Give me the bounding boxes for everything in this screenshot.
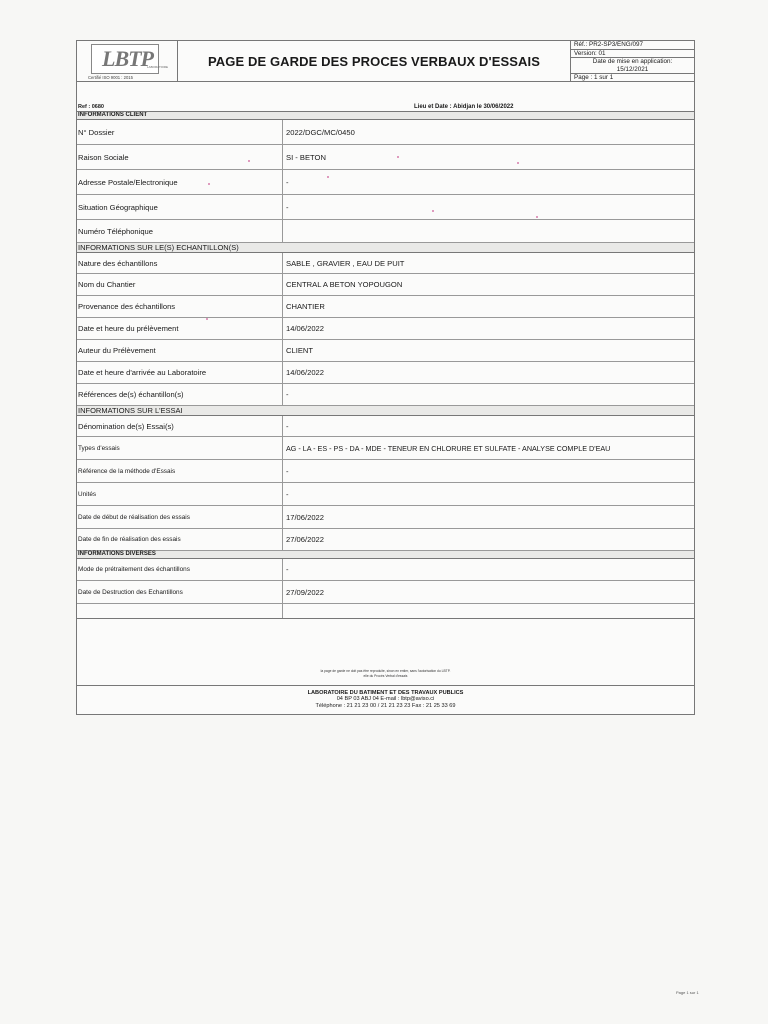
row-methode [77, 460, 694, 483]
label-debut: Date de début de réalisation des essais [77, 506, 283, 528]
laboratory-name: LABORATOIRE DU BATIMENT ET DES TRAVAUX PUBLICS [307, 690, 464, 696]
value-chantier: CENTRAL A BETON YOPOUGON [286, 280, 403, 289]
laboratory-phone: Téléphone : 21 21 23 00 / 21 21 23 23 Fax : 21 25 33 69 [315, 702, 456, 709]
section-echantillon: INFORMATIONS SUR LE(S) ECHANTILLON(S) [77, 243, 694, 253]
value-situation: - [286, 202, 289, 212]
row-destruction [77, 581, 694, 604]
label-provenance: Provenance des échantillons [77, 296, 283, 317]
reproduction-note [77, 669, 694, 678]
label-unites: Unités [77, 483, 283, 505]
row-references [77, 384, 694, 406]
row-adresse [77, 170, 694, 195]
scan-speck [248, 160, 250, 162]
document-meta [570, 41, 694, 81]
label-references: Références de(s) échantillon(s) [77, 384, 283, 405]
value-methode: - [286, 466, 289, 476]
row-prelevement [77, 318, 694, 340]
value-auteur: CLIENT [286, 346, 314, 355]
value-types: AG - LA - ES - PS - DA - MDE - TENEUR EN CHLORURE ET SULFATE - ANALYSE COMPLE D'EAU [286, 443, 611, 453]
reference-row [77, 82, 694, 112]
value-references: - [286, 390, 289, 399]
label-nature: Nature des échantillons [77, 253, 283, 273]
row-telephone [77, 220, 694, 243]
label-destruction: Date de Destruction des Echantillons [77, 581, 283, 603]
page-title: PAGE DE GARDE DES PROCES VERBAUX D'ESSAIS [207, 53, 540, 69]
value-pretraitement: - [286, 565, 289, 574]
lbtp-logo [77, 41, 178, 81]
value-adresse: - [286, 177, 289, 187]
value-fin: 27/06/2022 [286, 535, 325, 544]
form-footer [77, 618, 694, 714]
meta-page: Page : 1 sur 1 [571, 73, 694, 82]
reference-number: Ref : 0680 [78, 104, 104, 110]
scan-speck [397, 156, 399, 158]
scan-speck [208, 183, 210, 185]
row-raison-sociale [77, 145, 694, 170]
scan-speck [517, 162, 519, 164]
row-nature [77, 253, 694, 274]
value-debut: 17/06/2022 [286, 512, 325, 522]
value-prelevement: 14/06/2022 [286, 324, 325, 333]
value-telephone [283, 220, 694, 242]
label-fin: Date de fin de réalisation des essais [77, 529, 283, 550]
value-provenance: CHANTIER [286, 302, 325, 311]
value-arrivee: 14/06/2022 [286, 368, 325, 377]
value-dossier: 2022/DGC/MC/0450 [286, 127, 355, 137]
empty-cell [77, 604, 283, 618]
logo-letters: LBTP [102, 46, 153, 71]
value-denomination: - [286, 421, 289, 431]
reproduction-note-line2: elle du Procès Verbal d'essais [363, 673, 408, 678]
meta-version: Version: 01 [571, 49, 694, 58]
value-raison-sociale: SI - BETON [286, 152, 326, 162]
section-essai: INFORMATIONS SUR L'ESSAI [77, 406, 694, 416]
label-dossier: N° Dossier [77, 120, 283, 144]
value-nature: SABLE , GRAVIER , EAU DE PUIT [286, 258, 405, 268]
label-denomination: Dénomination de(s) Essai(s) [77, 416, 283, 436]
row-provenance [77, 296, 694, 318]
scan-speck [327, 176, 329, 178]
row-unites [77, 483, 694, 506]
page-number-footer: Page 1 sur 1 [676, 990, 699, 995]
place-and-date: Lieu et Date : Abidjan le 30/06/2022 [414, 104, 514, 110]
scan-speck [536, 216, 538, 218]
value-unites: - [286, 489, 289, 499]
form-header [77, 41, 694, 82]
label-telephone: Numéro Téléphonique [77, 220, 283, 242]
label-methode: Référence de la méthode d'Essais [77, 460, 283, 482]
row-denomination [77, 416, 694, 437]
row-pretraitement [77, 559, 694, 581]
row-chantier [77, 274, 694, 296]
row-situation [77, 195, 694, 220]
label-situation: Situation Géographique [77, 195, 283, 219]
label-raison-sociale: Raison Sociale [77, 145, 283, 169]
row-fin [77, 529, 694, 551]
logo-mark [91, 44, 169, 74]
section-diverses: INFORMATIONS DIVERSES [77, 551, 694, 559]
label-arrivee: Date et heure d'arrivée au Laboratoire [77, 362, 283, 383]
section-client: INFORMATIONS CLIENT [77, 112, 694, 120]
label-adresse: Adresse Postale/Electronique [77, 170, 283, 194]
row-dossier [77, 120, 694, 145]
laboratory-address: 04 BP 03 ABJ 04 E-mail : lbtp@aviso.ci [336, 696, 435, 703]
label-chantier: Nom du Chantier [77, 274, 283, 295]
logo-subtext: LABORATOIRE [147, 65, 169, 69]
row-empty [77, 604, 694, 618]
row-auteur [77, 340, 694, 362]
meta-date-label: Date de mise en application: [571, 57, 694, 66]
value-destruction: 27/09/2022 [286, 587, 325, 597]
label-types: Types d'essais [77, 437, 283, 459]
meta-ref: Réf.: PR2-SP3/ENG/097 [574, 41, 643, 48]
logo-certification: Certifié ISO 9001 : 2015 [88, 75, 133, 80]
laboratory-info [77, 685, 694, 709]
meta-date-value: 15/12/2021 [616, 65, 649, 73]
label-prelevement: Date et heure du prélèvement [77, 318, 283, 339]
form-document [76, 40, 695, 715]
empty-cell [283, 604, 694, 618]
row-arrivee [77, 362, 694, 384]
row-types [77, 437, 694, 460]
label-pretraitement: Mode de prétraitement des échantillons [77, 559, 283, 580]
scan-speck [432, 210, 434, 212]
reproduction-note-line1: la page de garde ne doit pas être reproduite, sinon en entier, sans l'autorisation du LBTP. [320, 669, 451, 673]
scan-speck [206, 318, 208, 320]
row-debut [77, 506, 694, 529]
label-auteur: Auteur du Prélèvement [77, 340, 283, 361]
